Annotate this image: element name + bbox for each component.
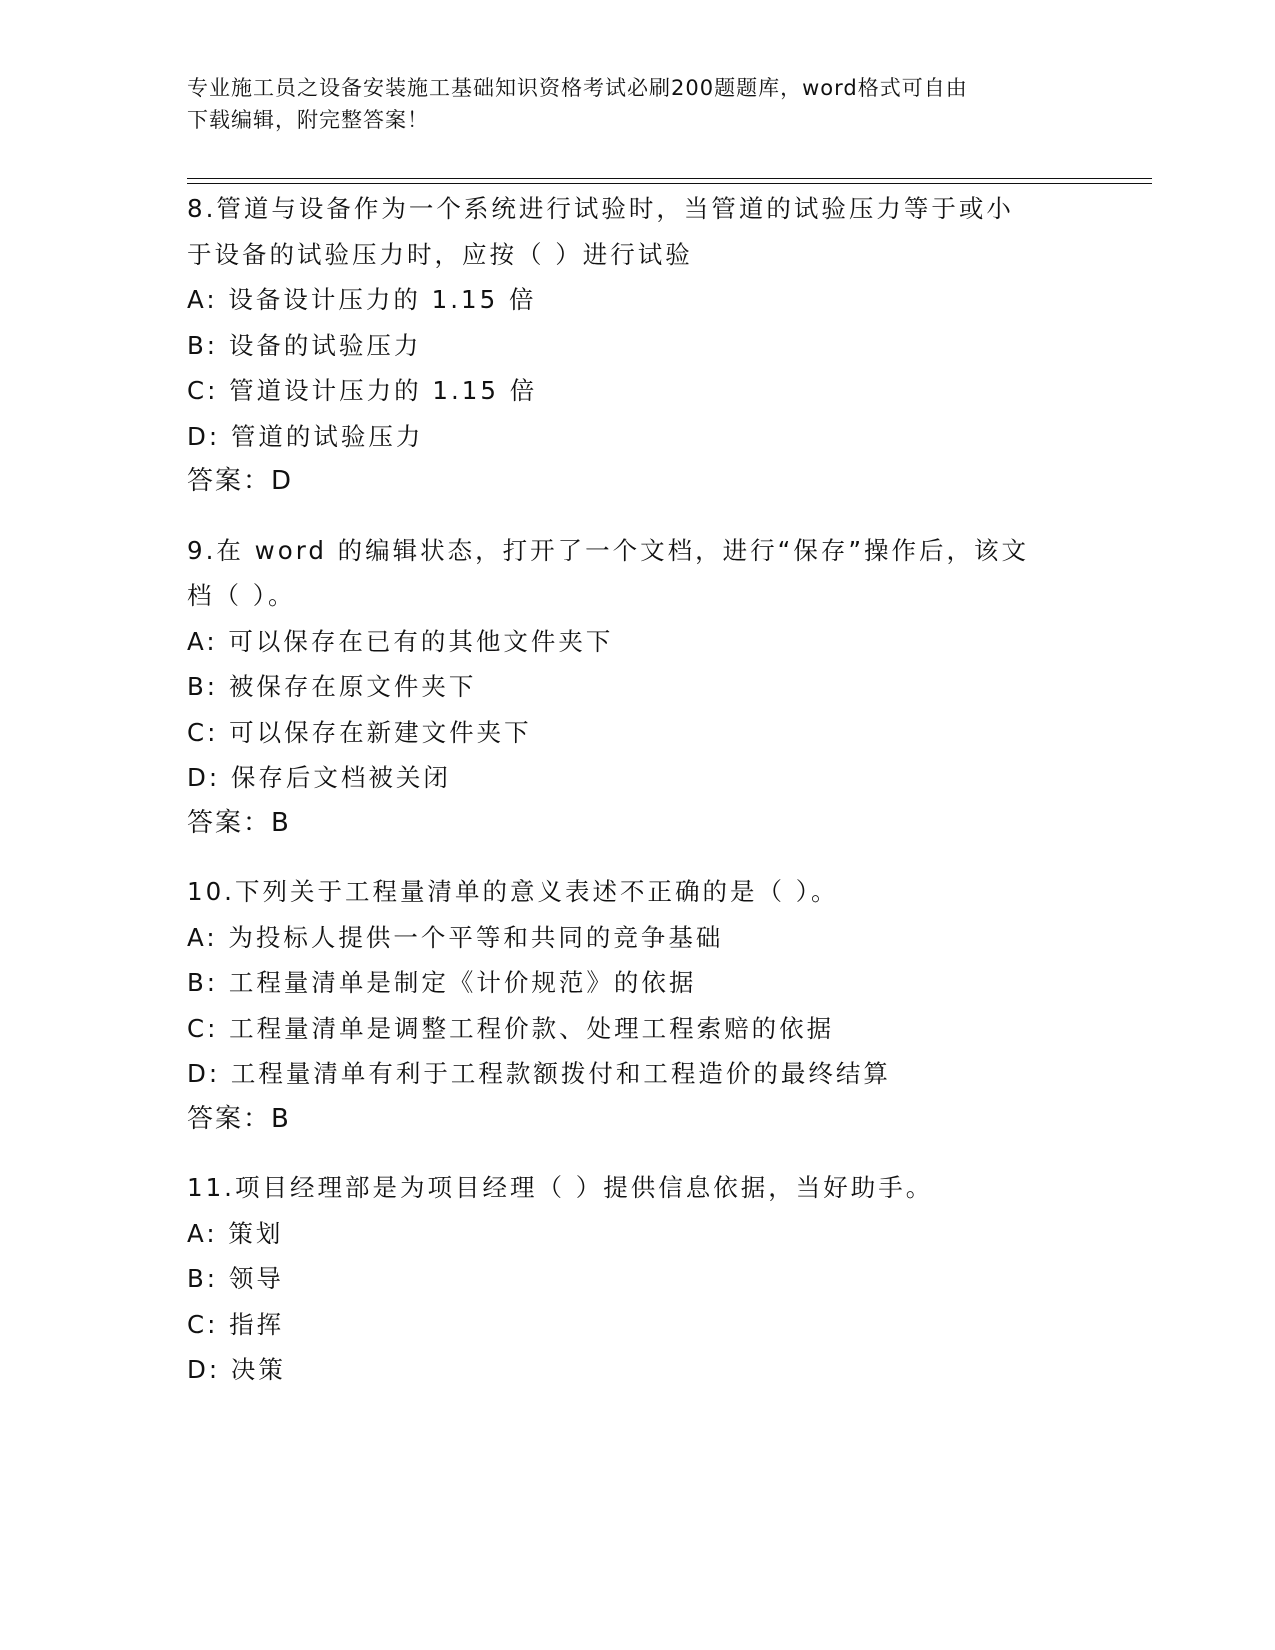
question-stem-line: 9.在 word 的编辑状态，打开了一个文档，进行“保存”操作后，该文	[187, 535, 1030, 565]
option-b: B: 被保存在原文件夹下	[187, 672, 477, 701]
question-stem-line: 8.管道与设备作为一个系统进行试验时，当管道的试验压力等于或小	[187, 194, 1014, 223]
option-d: D: 决策	[187, 1355, 286, 1384]
question-stem-line: 于设备的试验压力时，应按（ ）进行试验	[187, 239, 693, 269]
option-a: A: 设备设计压力的 1.15 倍	[187, 285, 537, 314]
question-stem-line: 10.下列关于工程量清单的意义表述不正确的是（ ）。	[187, 877, 839, 906]
option-c: C: 工程量清单是调整工程价款、处理工程索赔的依据	[187, 1013, 835, 1043]
question-9	[187, 528, 1087, 847]
option-c: C: 可以保存在新建文件夹下	[187, 717, 532, 747]
header-line-2: 下载编辑，附完整答案！	[187, 108, 429, 132]
answer-line: 答案：D	[187, 466, 294, 496]
option-d: D: 保存后文档被关闭	[187, 763, 451, 792]
header-line-1: 专业施工员之设备安装施工基础知识资格考试必刷200题题库，word格式可自由	[187, 76, 968, 100]
option-c: C: 管道设计压力的 1.15 倍	[187, 376, 538, 405]
option-c: C: 指挥	[187, 1309, 285, 1339]
option-d: D: 管道的试验压力	[187, 421, 424, 451]
question-8	[187, 186, 1087, 505]
header-double-rule	[187, 178, 1152, 184]
option-b: B: 工程量清单是制定《计价规范》的依据	[187, 968, 697, 997]
question-11	[187, 1165, 1087, 1393]
option-b: B: 设备的试验压力	[187, 330, 422, 360]
answer-line: 答案：B	[187, 1103, 291, 1134]
question-list	[187, 186, 1087, 1416]
answer-line: 答案：B	[187, 807, 291, 838]
option-b: B: 领导	[187, 1264, 284, 1293]
option-a: A: 策划	[187, 1218, 284, 1248]
option-d: D: 工程量清单有利于工程款额拨付和工程造价的最终结算	[187, 1059, 891, 1088]
document-header	[187, 72, 1067, 136]
question-10	[187, 869, 1087, 1142]
question-stem-line: 11.项目经理部是为项目经理（ ）提供信息依据，当好助手。	[187, 1173, 934, 1202]
option-a: A: 可以保存在已有的其他文件夹下	[187, 626, 614, 656]
option-a: A: 为投标人提供一个平等和共同的竞争基础	[187, 922, 724, 952]
question-stem-line: 档（ ）。	[187, 581, 296, 610]
